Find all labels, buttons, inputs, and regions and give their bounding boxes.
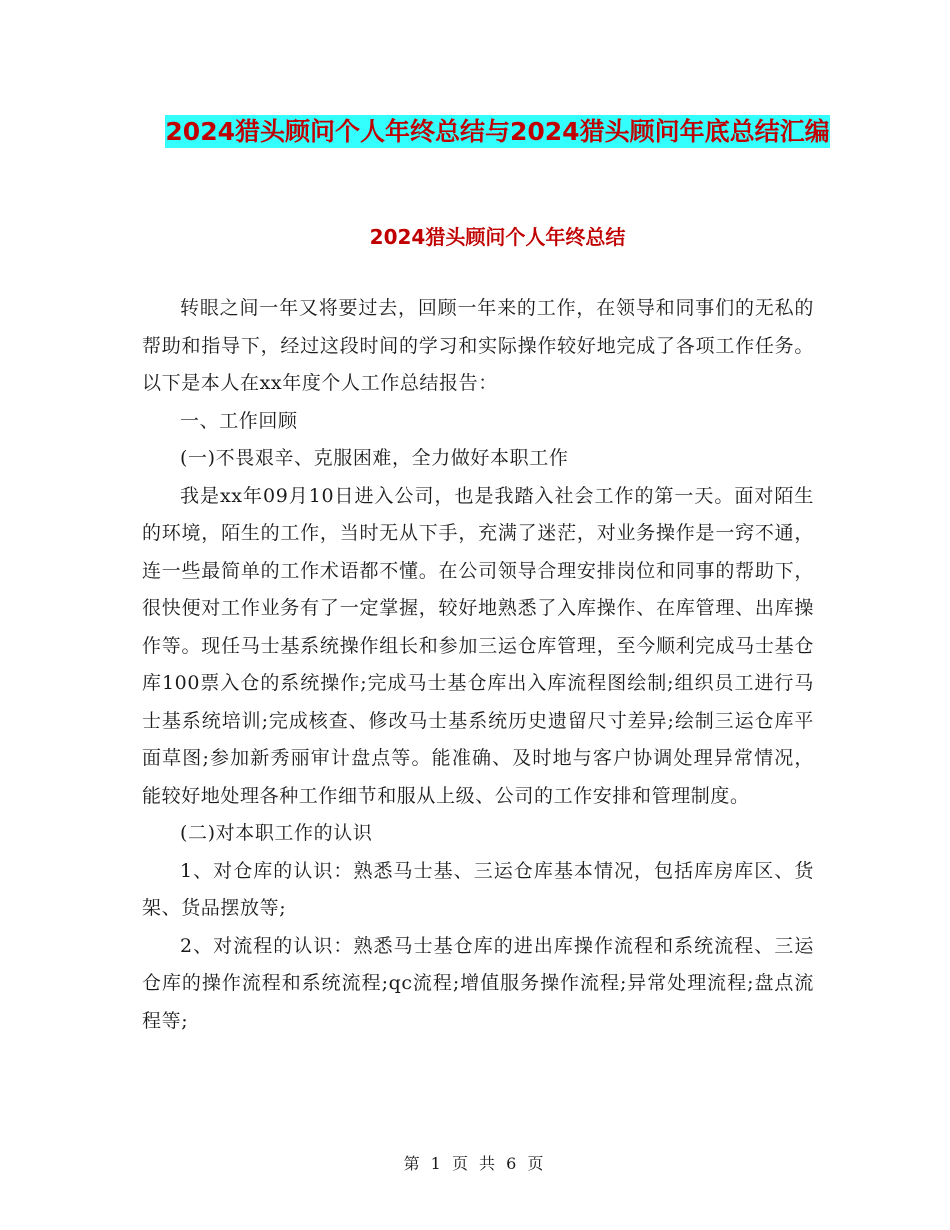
- document-title: [140, 110, 855, 153]
- paragraph-experience: 我是xx年09月10日进入公司，也是我踏入社会工作的第一天。面对陌生的环境，陌生的工作，当时无从下手，充满了迷茫，对业务操作是一窍不通，连一些最简单的工作术语都不懂。在公司领导合理安排岗位和同事的帮助下，很快便对工作业务有了一定掌握，较好地熟悉了入库操作、在库管理、出库操作等。现任马士基系统操作组长和参加三运仓库管理，至今顺利完成马士基仓库100票入仓的系统操作;完成马士基仓库出入库流程图绘制;组织员工进行马士基系统培训;完成核查、修改马士基系统历史遗留尺寸差异;绘制三运仓库平面草图;参加新秀丽审计盘点等。能准确、及时地与客户协调处理异常情况，能较好地处理各种工作细节和服从上级、公司的工作安排和管理制度。: [142, 484, 814, 807]
- paragraph-warehouse: 1、对仓库的认识：熟悉马士基、三运仓库基本情况，包括库房库区、货架、货品摆放等;: [142, 859, 814, 919]
- document-title-text: 2024猎头顾问个人年终总结与2024猎头顾问年底总结汇编: [165, 117, 830, 146]
- paragraph-intro: 转眼之间一年又将要过去，回顾一年来的工作，在领导和同事们的无私的帮助和指导下，经过这段时间的学习和实际操作较好地完成了各项工作任务。以下是本人在xx年度个人工作总结报告：: [142, 297, 814, 394]
- document-body: [142, 290, 814, 1040]
- subheading-understanding: (二)对本职工作的认识: [180, 822, 373, 844]
- subheading-duties: (一)不畏艰辛、克服困难，全力做好本职工作: [180, 447, 569, 469]
- paragraph-process: 2、对流程的认识：熟悉马士基仓库的进出库操作流程和系统流程、三运仓库的操作流程和系统流程;qc流程;增值服务操作流程;异常处理流程;盘点流程等;: [142, 934, 814, 1032]
- page-footer: 第 1 页 共 6 页: [403, 1154, 547, 1173]
- heading-work-review: 一、工作回顾: [180, 409, 298, 432]
- section-title: 2024猎头顾问个人年终总结: [369, 225, 626, 249]
